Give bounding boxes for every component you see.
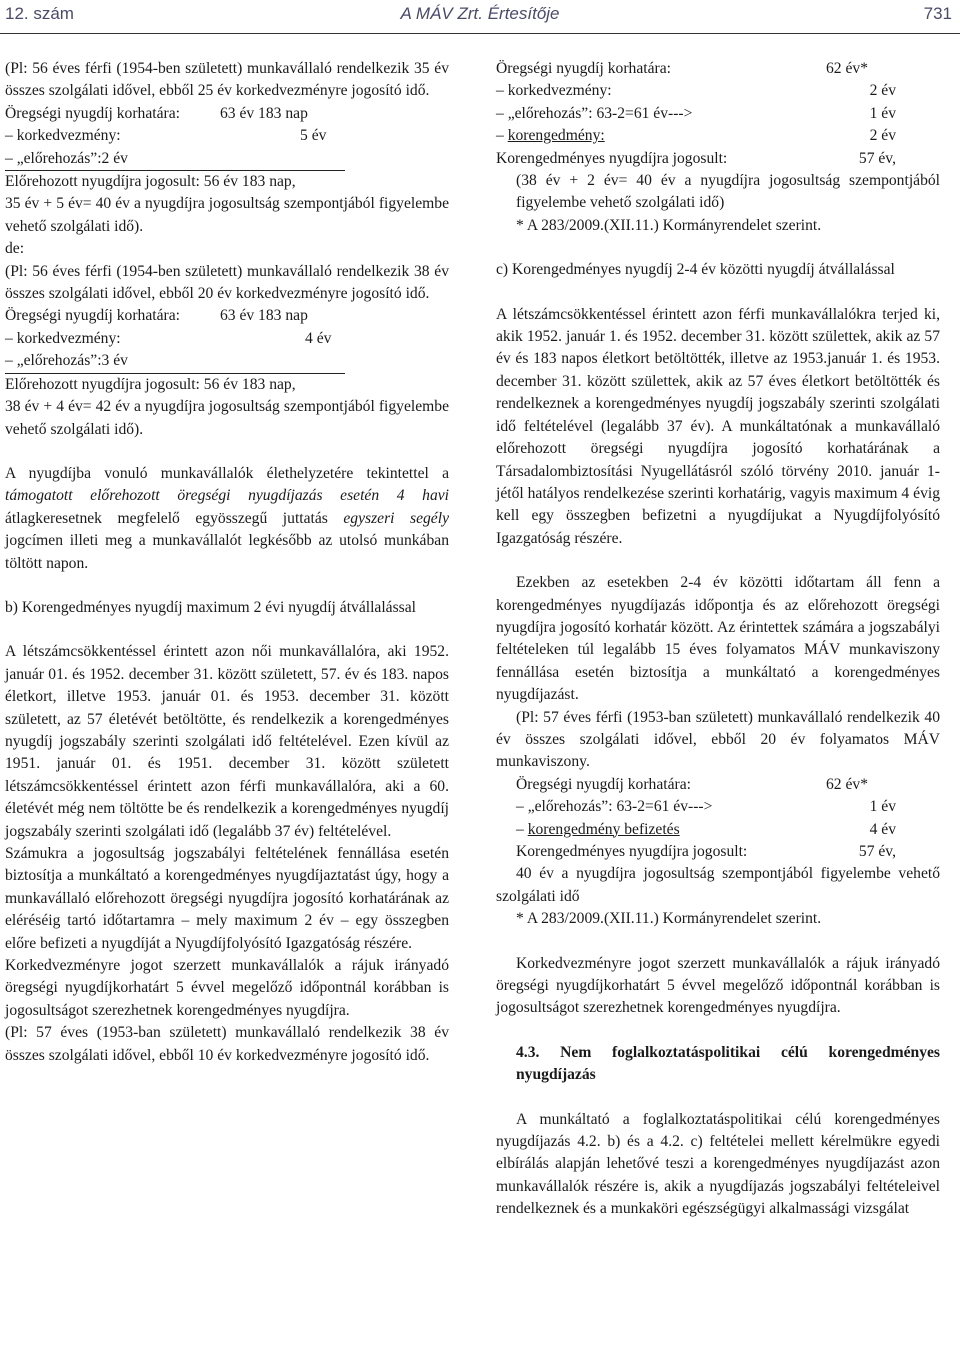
publication-title: A MÁV Zrt. Értesítője [400,4,560,23]
calc-label: – „előrehozás”: 63-2=61 év---> [516,798,713,816]
calc-label: – „előrehozás”: [5,352,102,370]
calc-value: 57 év, [858,843,896,860]
calc-value: 4 év [869,820,896,838]
calculation-block [496,774,940,864]
page-number: 731 [923,4,952,23]
calc-label: Korengedményes nyugdíjra jogosult: [496,149,728,167]
footnote: * A 283/2009.(XII.11.) Kormányrendelet szerint. [516,216,822,234]
calc-value: 62 év* [826,775,869,793]
conjunction: de: [5,240,25,258]
calc-value: 2 év [869,82,896,100]
calculation-block [5,103,449,238]
calc-label: – korkedvezmény: [5,329,121,347]
body-paragraph: A nyugdíjba vonuló munkavállalók élethelyzetére tekintettel a támogatott előrehozott öregségi nyugdíjazás esetén 4 havi átlagkeresetnek megfelelő egyösszegű juttatás egyszeri segély jogcímen illeti meg a munkavállalót legkésőbb az utolsó munkában töltött napon. [5,464,449,572]
section-title: c) Korengedményes nyugdíj 2-4 év közötti nyugdíj átvállalással [496,261,895,279]
calc-label: Öregségi nyugdíj korhatára: [496,60,671,77]
calc-value: 2 év [101,149,128,167]
page-header [0,0,960,38]
section-title: b) Korengedményes nyugdíj maximum 2 évi nyugdíj átvállalással [5,598,416,616]
right-column [496,58,940,1221]
body-paragraph: Korkedvezményre jogot szerzett munkavállalók a rájuk irányadó öregségi nyugdíjkorhatárt 5 évvel megelőző időpontnál korábban is jogosultságot szerezhetnek korengedményes nyugdíjra. [5,957,449,1019]
example-paragraph: (Pl: 57 éves (1953-ban született) munkavállaló rendelkezik 38 év összes szolgálati idővel, ebből 10 év korkedvezményre jogosító idő. [5,1024,449,1064]
calc-value: 2 év [869,127,896,145]
calc-label: korengedmény befizetés [527,820,680,838]
body-paragraph: Korkedvezményre jogot szerzett munkavállalók a rájuk irányadó öregségi nyugdíjkorhatárt 5 évvel megelőző időpontnál korábban is jogosultságot szerezhetnek korengedményes nyugdíjra. [496,954,940,1017]
issue-number: 12. szám [5,4,74,23]
calc-label: Öregségi nyugdíj korhatára: [5,104,180,122]
calc-label: Öregségi nyugdíj korhatára: [516,775,691,793]
calc-label: Korengedményes nyugdíjra jogosult: [516,843,748,860]
header-rule [0,33,960,34]
calc-value: 1 év [869,104,896,122]
body-paragraph: A létszámcsökkentéssel érintett azon férfi munkavállalókra terjed ki, akik 1952. január 1. és 1952. december 31. között születtek, akik az 57 év és 183 napos életkort betöltötték, illetve az 1953.január 1. és 1953. december 31. között születtek, akik az 57 éves életkort betöltötték és rendelkeznek a korengedményes nyugdíj jogszabály szerinti szolgálati idő feltételével (legalább 37 év). A munkáltatónak a munkavállaló előrehozott öregségi nyugdíjra jogosító korhatárának a Társadalombiztosítási Nyugellátásról szóló törvény 2010. január 1-jétől hatályos rendelkezése szerinti korhatárig, vagyis maximum 4 évig kell egy összegben befizetni a nyugdíjukat a Nyugdíjfolyósító Igazgatóság részére. [496,305,940,547]
calc-value: 3 év [101,352,128,370]
calc-label: – „előrehozás”: 63-2=61 év---> [496,104,693,122]
calc-value: 4 év [305,329,332,347]
calc-label: – [516,820,528,838]
body-paragraph: A munkáltató a foglalkoztatáspolitikai célú korengedményes nyugdíjazás 4.2. b) és a 4.2. c) feltételei mellett kérelmükre egyedi elbírálás alapján lehetővé teszi a korengedményes nyugdíjazást azon munkavállalók részére is, akik a nyugdíjazás jogszabályi feltételeivel rendelkeznek és a munkaköri egészségügyi alkalmassági vizsgálat [496,1110,940,1218]
calc-value: 5 év [300,127,327,145]
section-heading: 4.3. Nem foglalkoztatáspolitikai célú korengedményes nyugdíjazás [516,1043,940,1084]
body-paragraph: Ezekben az esetekben 2-4 év közötti időtartam áll fenn a korengedményes nyugdíjazás időpontja és az előrehozott öregségi nyugdíjra jogosító korhatár között. Az érintettek számára a jogszabályi feltételeken túl legalább 15 éves folyamatos MÁV munkaviszony fennállása esetén biztosítja a munkáltató a korengedményes nyugdíjazást. [496,574,940,704]
calc-result: Előrehozott nyugdíjra jogosult: 56 év 183 nap, [5,375,296,393]
calc-label: – „előrehozás”: [5,149,102,167]
footnote: * A 283/2009.(XII.11.) Kormányrendelet szerint. [516,910,822,928]
calc-result: Előrehozott nyugdíjra jogosult: 56 év 183 nap, [5,173,296,191]
calc-label: – korkedvezmény: [5,127,121,145]
calc-note: 38 év + 4 év= 42 év a nyugdíjra jogosultság szempontjából figyelembe vehető szolgálati idő). [5,398,449,438]
example-paragraph: (Pl: 56 éves férfi (1954-ben született) munkavállaló rendelkezik 35 év összes szolgálati idővel, ebből 25 év korkedvezményre jogosító idő. [5,60,449,100]
example-paragraph: (Pl: 56 éves férfi (1954-ben született) munkavállaló rendelkezik 38 év összes szolgálati idővel, ebből 20 év korkedvezményre jogosító idő. [5,262,449,303]
example-paragraph: (Pl: 57 éves férfi (1953-ban született) munkavállaló rendelkezik 40 év összes szolgálati idővel, ebből 20 év folyamatos MÁV munkaviszony. [496,708,940,771]
body-paragraph: Számukra a jogosultság jogszabályi feltételének fennállása esetén biztosítja a munkáltató a korengedményes nyugdíjaztatást úgy, hogy a munkavállaló előrehozott öregségi nyugdíjra jogosító korhatárának az eléréséig tartó időtartamra – mely maximum 2 év – egy összegben előre befizeti a nyugdíját a Nyugdíjfolyósító Igazgatóság részére. [5,845,449,952]
calc-label: – korkedvezmény: [496,82,612,100]
calc-value: 1 év [869,798,896,816]
calc-label: korengedmény: [507,127,605,145]
calc-value: 57 év, [858,149,896,167]
calc-note: 40 év a nyugdíjra jogosultság szempontjából figyelembe vehető szolgálati idő [496,865,940,905]
calculation-block [5,305,449,440]
calc-label: Öregségi nyugdíj korhatára: [5,307,180,325]
calc-value: 62 év* [826,60,869,77]
calculation-block [496,58,940,237]
calc-note: (38 év + 2 év= 40 év a nyugdíjra jogosultság szempontjából figyelembe vehető szolgálati idő) [516,172,940,212]
calc-note: 35 év + 5 év= 40 év a nyugdíjra jogosultság szempontjából figyelembe vehető szolgálati idő). [5,195,449,235]
body-paragraph: A létszámcsökkentéssel érintett azon női munkavállalóra, aki 1952. január 01. és 1952. december 31. között született, 57. év és 183. napos életkort, illetve 1953. január 01. és 1953. december 31. között született, az 57 életévét betöltötte, és rendelkezik a korengedményes nyugdíj jogszabály szerinti szolgálati idő feltételével. Ezen kívül az 1951. január 01. és 1951. december 31. között született létszámcsökkentéssel érintett azon férfi munkavállalóra, aki a 60. életévét még nem töltötte be és rendelkezik a korengedményes nyugdíj jogszabály szerinti szolgálati idő (legalább 37 év) feltételével. [5,643,449,840]
calc-value: 63 év 183 nap [219,104,308,122]
left-column [5,58,449,1067]
calc-value: 63 év 183 nap [219,307,308,325]
calc-label: – [496,127,508,145]
